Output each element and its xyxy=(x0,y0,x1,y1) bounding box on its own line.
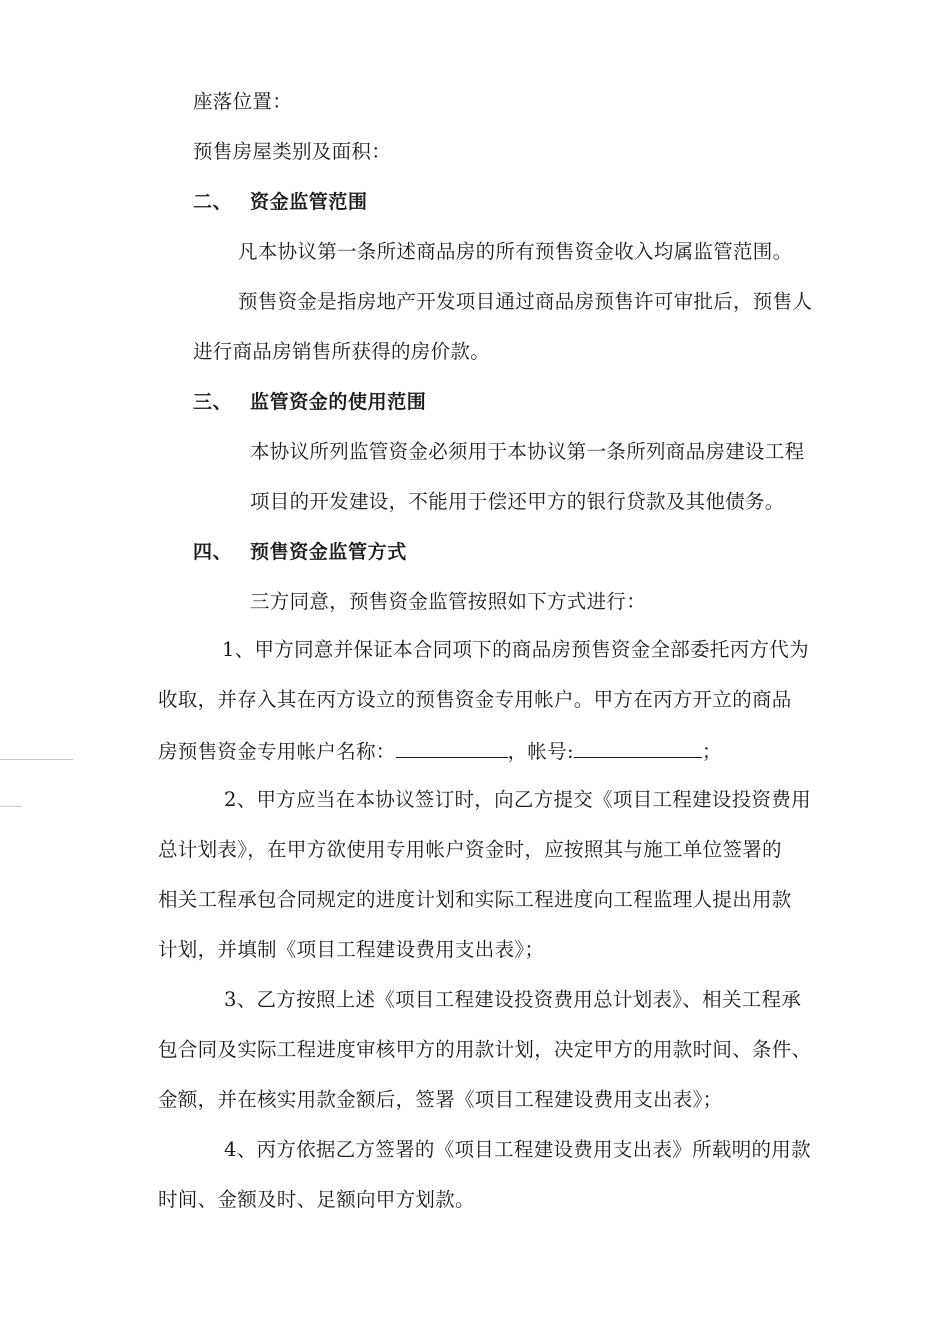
paragraph-line: 三方同意，预售资金监管按照如下方式进行： xyxy=(250,590,647,613)
section-title: 监管资金的使用范围 xyxy=(250,391,427,413)
account-name-blank xyxy=(396,737,508,758)
paragraph-line: 总计划表》，在甲方欲使用专用帐户资金时，应按照其与施工单位签署的 xyxy=(158,838,782,861)
account-line xyxy=(158,737,722,765)
section-number: 四、 xyxy=(193,541,233,563)
section-2-heading xyxy=(193,189,368,215)
account-name-label: 房预售资金专用帐户名称： xyxy=(158,740,396,763)
section-title: 预售资金监管方式 xyxy=(250,541,407,563)
section-3-heading xyxy=(193,389,426,415)
account-number-label: ，帐号: xyxy=(507,740,574,763)
paragraph-line: 相关工程承包合同规定的进度计划和实际工程进度向工程监理人提出用款 xyxy=(158,888,792,911)
paragraph-line: 3、乙方按照上述《项目工程建设投资费用总计划表》、相关工程承 xyxy=(224,988,802,1011)
section-title: 资金监管范围 xyxy=(250,191,368,213)
paragraph-line: 预售资金是指房地产开发项目通过商品房预售许可审批后，预售人 xyxy=(238,290,813,313)
account-line-end: ； xyxy=(701,740,722,763)
paragraph-line: 1、甲方同意并保证本合同项下的商品房预售资金全部委托丙方代为 xyxy=(222,638,809,661)
paragraph-line: 金额，并在核实用款金额后，签署《项目工程建设费用支出表》； xyxy=(158,1088,723,1111)
section-number: 三、 xyxy=(193,391,233,413)
paragraph-line: 本协议所列监管资金必须用于本协议第一条所列商品房建设工程 xyxy=(250,440,805,463)
section-number: 二、 xyxy=(193,191,233,213)
paragraph-line: 包合同及实际工程进度审核甲方的用款计划，决定甲方的用款时间、条件、 xyxy=(158,1038,812,1061)
margin-rule xyxy=(0,759,73,760)
paragraph-line: 4、丙方依据乙方签署的《项目工程建设费用支出表》所载明的用款 xyxy=(224,1138,811,1161)
section-4-heading xyxy=(193,539,407,565)
account-number-blank xyxy=(574,737,702,758)
paragraph-line: 项目的开发建设，不能用于偿还甲方的银行贷款及其他债务。 xyxy=(250,490,785,513)
presale-type-label: 预售房屋类别及面积： xyxy=(193,140,392,163)
paragraph-line: 凡本协议第一条所述商品房的所有预售资金收入均属监管范围。 xyxy=(238,240,793,263)
paragraph-line: 时间、金额及时、足额向甲方划款。 xyxy=(158,1188,475,1211)
paragraph-line: 收取，并存入其在丙方设立的预售资金专用帐户。甲方在丙方开立的商品 xyxy=(158,688,792,711)
location-label: 座落位置： xyxy=(193,90,293,113)
margin-rule xyxy=(0,806,22,807)
paragraph-line: 进行商品房销售所获得的房价款。 xyxy=(193,340,491,363)
paragraph-line: 2、甲方应当在本协议签订时，向乙方提交《项目工程建设投资费用 xyxy=(224,788,811,811)
paragraph-line: 计划，并填制《项目工程建设费用支出表》； xyxy=(158,938,545,961)
